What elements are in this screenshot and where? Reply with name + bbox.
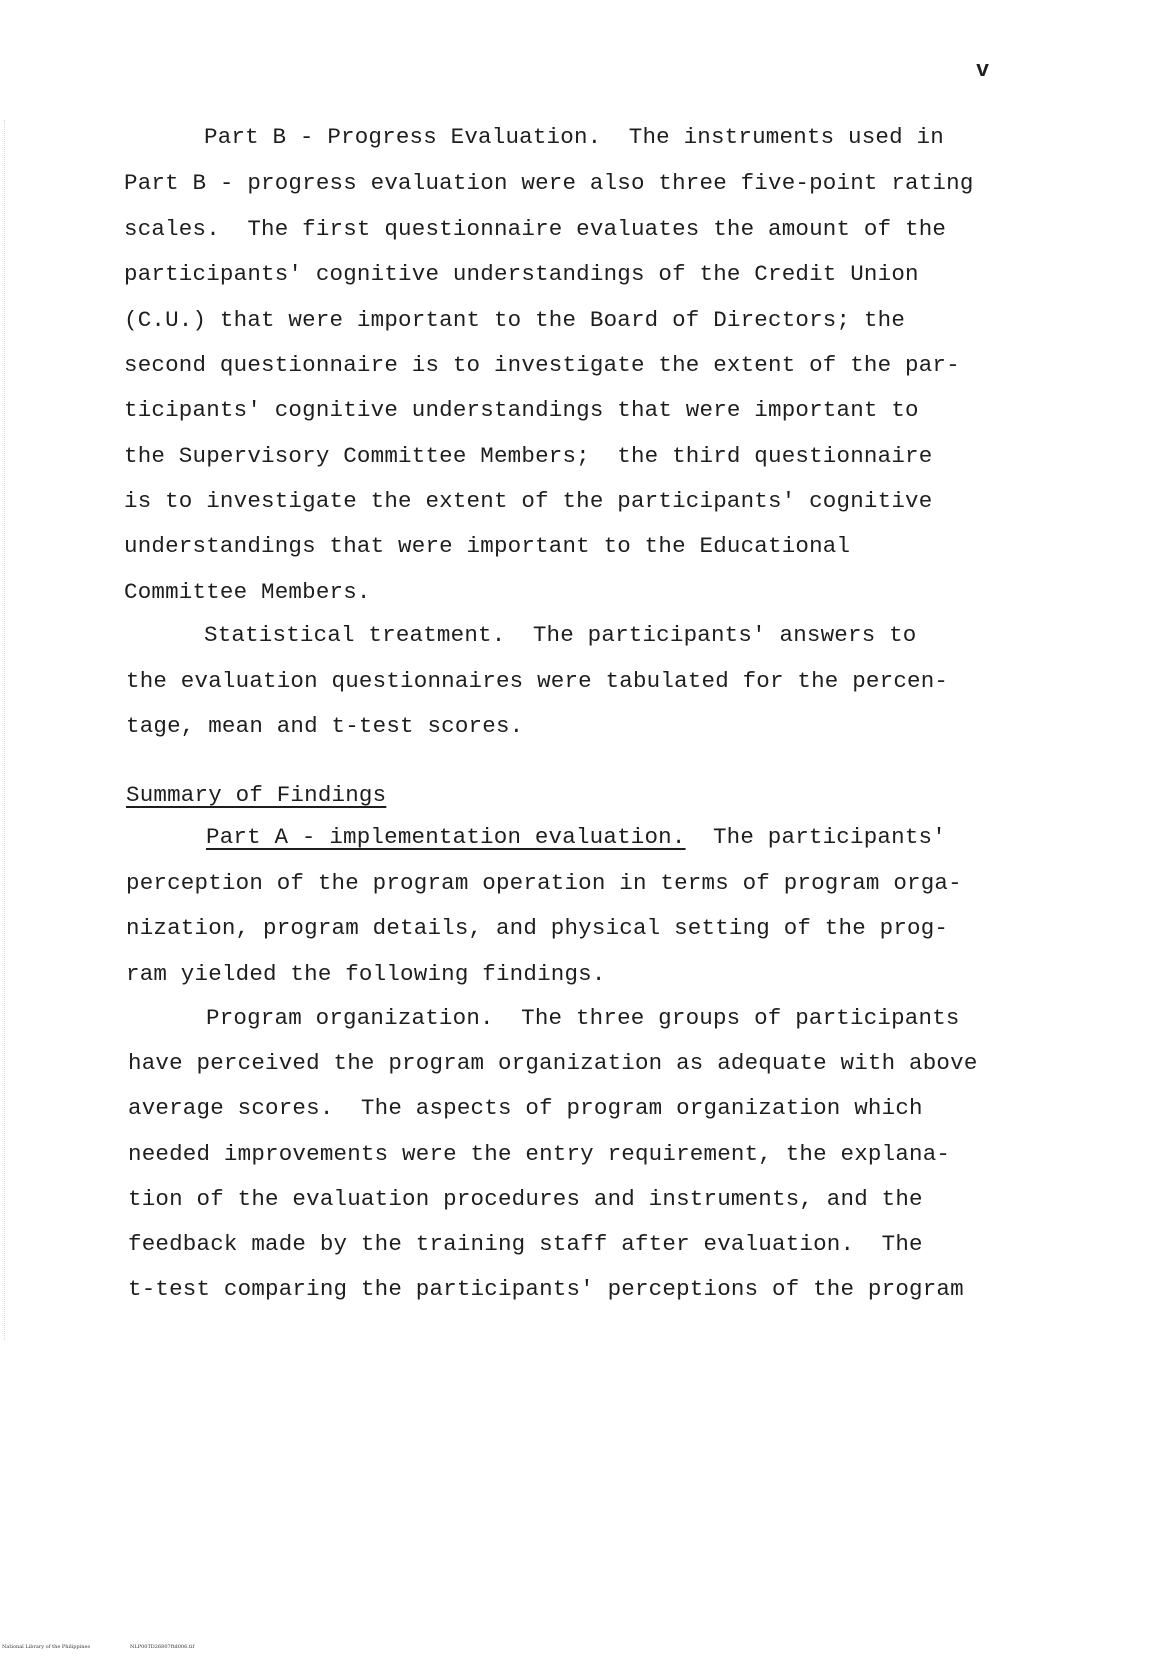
text-line: the evaluation questionnaires were tabulated for the percen-	[126, 668, 949, 694]
text-line: perception of the program operation in terms of program orga-	[126, 870, 962, 896]
text-line: Part B - progress evaluation were also three five-point rating	[124, 170, 974, 196]
footer-library: National Library of the Philippines	[2, 1644, 91, 1650]
footer-file-id: NLP00TD26807ftd006.tif	[130, 1644, 195, 1650]
text-line: tage, mean and t-test scores.	[126, 713, 524, 739]
text-line: the Supervisory Committee Members; the third questionnaire	[124, 443, 933, 469]
text-line: nization, program details, and physical setting of the prog-	[126, 915, 949, 941]
text-line: Program organization. The three groups of participants	[206, 1005, 960, 1031]
text-line: t-test comparing the participants' perceptions of the program	[128, 1276, 964, 1302]
text-line: is to investigate the extent of the participants' cognitive	[124, 488, 933, 514]
text-line: second questionnaire is to investigate the extent of the par-	[124, 352, 960, 378]
text-line: Part B - Progress Evaluation. The instruments used in	[204, 124, 944, 150]
text-line: scales. The first questionnaire evaluates the amount of the	[124, 216, 947, 242]
part-a-line	[206, 824, 946, 850]
scan-footer	[2, 1644, 234, 1650]
part-a-heading: Part A - implementation evaluation.	[206, 824, 686, 850]
text-line: have perceived the program organization as adequate with above	[128, 1050, 978, 1076]
text-line: average scores. The aspects of program organization which	[128, 1095, 923, 1121]
text-line: tion of the evaluation procedures and instruments, and the	[128, 1186, 923, 1212]
page-number: v	[976, 58, 990, 83]
binding-edge-marks	[4, 120, 19, 1340]
text-line: participants' cognitive understandings of the Credit Union	[124, 261, 919, 287]
text-line: ticipants' cognitive understandings that were important to	[124, 397, 919, 423]
text-line: needed improvements were the entry requirement, the explana-	[128, 1141, 951, 1167]
part-a-line-rest: The participants'	[685, 824, 946, 850]
text-line: understandings that were important to the Educational	[124, 533, 851, 559]
section-heading: Summary of Findings	[126, 782, 387, 808]
text-line: ram yielded the following findings.	[126, 961, 606, 987]
text-line: feedback made by the training staff after evaluation. The	[128, 1231, 923, 1257]
text-line: Statistical treatment. The participants' answers to	[204, 622, 917, 648]
text-line: (C.U.) that were important to the Board of Directors; the	[124, 307, 906, 333]
text-line: Committee Members.	[124, 579, 371, 605]
